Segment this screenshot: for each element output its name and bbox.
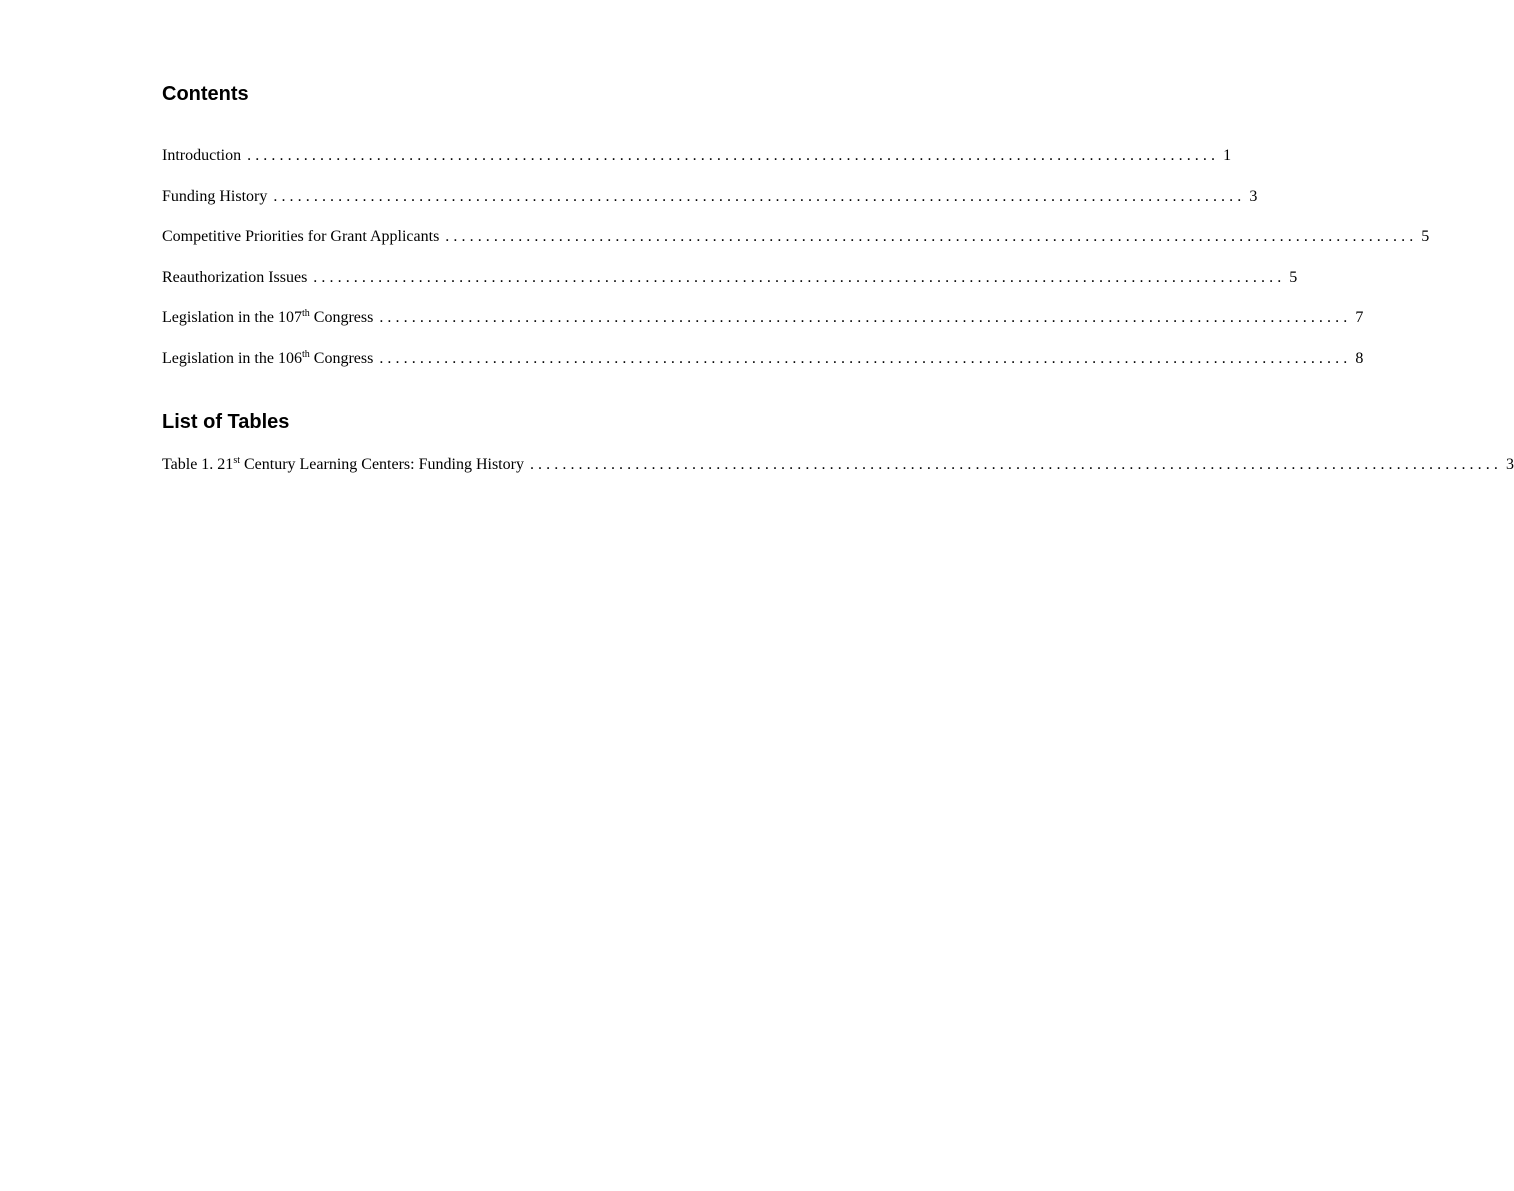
toc-entry[interactable] bbox=[162, 146, 1232, 166]
dot-leader: ........................................................................................................................ bbox=[247, 147, 1220, 164]
toc-entry-title-text: Introduction bbox=[162, 147, 242, 164]
dot-leader: ........................................................................................................................ bbox=[273, 187, 1246, 205]
dot-leader: ........................................................................................................................ bbox=[445, 228, 1418, 246]
toc-entry-title bbox=[162, 308, 379, 328]
toc-entry-ordinal-suffix: st bbox=[233, 455, 240, 466]
dot-leader: ........................................................................................................................ bbox=[379, 349, 1352, 367]
toc-entry-page-number: 5 bbox=[1289, 268, 1298, 286]
toc-entry[interactable] bbox=[162, 455, 1514, 475]
dot-leader: ........................................................................................................................ bbox=[529, 456, 1502, 473]
toc-entry-page-number: 8 bbox=[1355, 349, 1364, 367]
toc-entry-title bbox=[162, 455, 530, 475]
toc-entry-ordinal-suffix: th bbox=[301, 348, 310, 360]
toc-entry[interactable] bbox=[162, 268, 1298, 288]
toc-entry-title-text: Funding History bbox=[162, 187, 268, 205]
toc-entry-title-text: Congress bbox=[309, 349, 374, 367]
toc-entry-title-text: Legislation in the 106 bbox=[162, 349, 302, 367]
dot-leader: ........................................................................................................................ bbox=[379, 309, 1352, 327]
toc-entry-title-text: Century Learning Centers: Funding History bbox=[239, 456, 524, 473]
toc-entry-page-number: 3 bbox=[1249, 187, 1258, 205]
toc-entry-page-number: 7 bbox=[1355, 309, 1364, 327]
toc-entry[interactable] bbox=[162, 187, 1258, 207]
list-of-tables-heading: List of Tables bbox=[162, 411, 290, 433]
toc-entry-title bbox=[162, 146, 247, 166]
toc-entry-title-text: Reauthorization Issues bbox=[162, 268, 308, 286]
toc-entry-title-text: Legislation in the 107 bbox=[162, 309, 302, 327]
toc-entry[interactable] bbox=[162, 227, 1430, 247]
list-of-tables-list bbox=[162, 455, 1514, 496]
dot-leader: ........................................................................................................................ bbox=[313, 268, 1286, 286]
toc-entry-title-text: Competitive Priorities for Grant Applicants bbox=[162, 228, 440, 246]
toc-entry-title bbox=[162, 268, 313, 288]
toc-entry[interactable] bbox=[162, 348, 1364, 369]
toc-entry-title-text: Table 1. 21 bbox=[162, 456, 234, 473]
contents-list bbox=[162, 146, 1430, 390]
toc-entry-page-number: 3 bbox=[1505, 456, 1514, 473]
toc-entry-title bbox=[162, 227, 445, 247]
toc-entry-title bbox=[162, 187, 273, 207]
contents-heading: Contents bbox=[162, 83, 249, 105]
toc-entry-title-text: Congress bbox=[309, 309, 374, 327]
toc-entry-page-number: 1 bbox=[1223, 147, 1232, 164]
toc-entry-ordinal-suffix: th bbox=[301, 308, 310, 320]
toc-entry[interactable] bbox=[162, 308, 1364, 328]
toc-entry-page-number: 5 bbox=[1421, 228, 1430, 246]
toc-entry-title bbox=[162, 349, 379, 369]
